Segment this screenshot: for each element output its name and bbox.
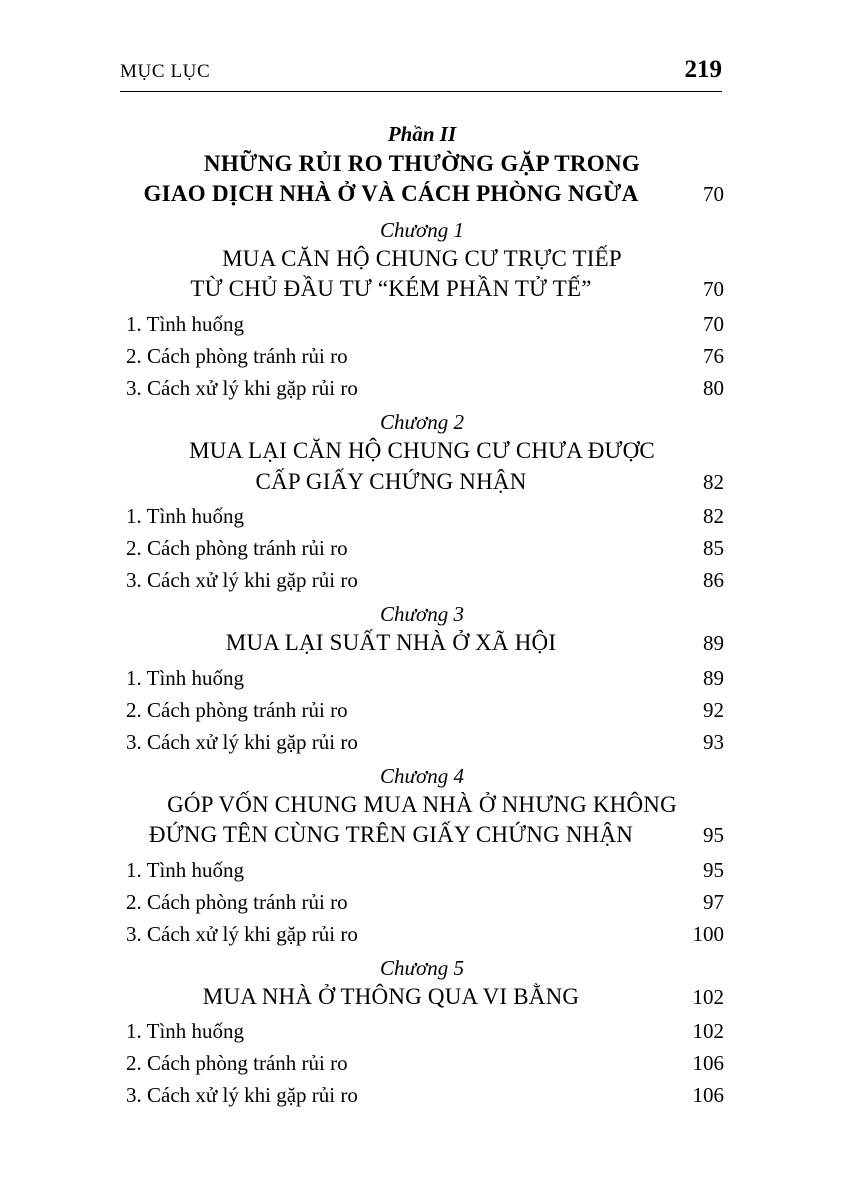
chapter-heading-4 [120, 764, 724, 851]
chapter-page-5: 102 [692, 984, 724, 1009]
toc-entry[interactable] [120, 536, 724, 561]
chapter-group-3 [120, 602, 724, 755]
chapter-group-2 [120, 410, 724, 593]
toc-entry-page: 95 [703, 857, 724, 882]
toc-entry-page: 89 [703, 665, 724, 690]
toc-entry[interactable] [120, 730, 724, 755]
toc-entry-page: 86 [703, 568, 724, 593]
toc-entry-page: 70 [703, 311, 724, 336]
chapter-title-1-line-1: MUA CĂN HỘ CHUNG CƯ TRỰC TIẾP [222, 245, 622, 271]
chapter-title-2-line-1: MUA LẠI CĂN HỘ CHUNG CƯ CHƯA ĐƯỢC [189, 437, 655, 463]
chapter-title-3-row [120, 628, 724, 659]
toc-entry-page: 85 [703, 536, 724, 561]
toc-entry[interactable] [120, 1083, 724, 1108]
toc-entry-label: 1. Tình huống [126, 311, 245, 336]
chapter-heading-3 [120, 602, 724, 659]
part-page: 70 [703, 181, 724, 206]
toc-entry-label: 1. Tình huống [126, 857, 245, 882]
toc-entry-page: 82 [703, 504, 724, 529]
part-label: Phần II [387, 122, 457, 146]
toc-entry-label: 3. Cách xử lý khi gặp rủi ro [126, 1083, 358, 1108]
part-title-line-1: NHỮNG RỦI RO THƯỜNG GẶP TRONG [203, 151, 641, 176]
chapter-page-1: 70 [703, 277, 724, 302]
toc-entry-page: 106 [692, 1051, 724, 1076]
toc-entry[interactable] [120, 698, 724, 723]
chapter-group-1 [120, 218, 724, 401]
toc-entry-label: 2. Cách phòng tránh rủi ro [126, 697, 348, 722]
toc-entry[interactable] [120, 890, 724, 915]
toc-entry[interactable] [120, 858, 724, 883]
chapter-page-2: 82 [703, 469, 724, 494]
toc-entry-page: 100 [692, 921, 724, 946]
toc-entry[interactable] [120, 312, 724, 337]
toc-entry[interactable] [120, 1019, 724, 1044]
toc-entry-page: 102 [692, 1019, 724, 1044]
running-head [120, 56, 722, 92]
chapter-title-3-line-1: MUA LẠI SUẤT NHÀ Ở XÃ HỘI [225, 630, 557, 656]
toc-entry-label: 2. Cách phòng tránh rủi ro [126, 889, 348, 914]
toc-entry-page: 92 [703, 697, 724, 722]
chapter-label-5: Chương 5 [380, 955, 464, 980]
toc-entry-label: 3. Cách xử lý khi gặp rủi ro [126, 568, 358, 593]
toc-entry-page: 106 [692, 1083, 724, 1108]
toc-entry-label: 1. Tình huống [126, 1019, 245, 1044]
toc-entry-label: 3. Cách xử lý khi gặp rủi ro [126, 921, 358, 946]
toc-entry[interactable] [120, 922, 724, 947]
toc-entry-page: 93 [703, 729, 724, 754]
chapter-title-5-line-1: MUA NHÀ Ở THÔNG QUA VI BẰNG [202, 983, 580, 1009]
toc-entry-label: 2. Cách phòng tránh rủi ro [126, 1051, 348, 1076]
toc-entry-label: 3. Cách xử lý khi gặp rủi ro [126, 729, 358, 754]
chapter-title-4-row [120, 820, 724, 851]
chapter-page-4: 95 [703, 823, 724, 848]
chapter-heading-1 [120, 218, 724, 305]
chapter-title-2-row [120, 467, 724, 498]
chapter-group-5 [120, 956, 724, 1109]
toc-entry-label: 1. Tình huống [126, 504, 245, 529]
toc-entry[interactable] [120, 376, 724, 401]
toc-entry[interactable] [120, 568, 724, 593]
chapter-title-1-line-2: TỪ CHỦ ĐẦU TƯ “KÉM PHẦN TỬ TẾ” [190, 276, 592, 302]
toc-entry-label: 3. Cách xử lý khi gặp rủi ro [126, 375, 358, 400]
toc-entry[interactable] [120, 504, 724, 529]
chapter-heading-5 [120, 956, 724, 1013]
toc-part-entry [120, 122, 724, 209]
toc-content [120, 122, 724, 1108]
toc-entry-page: 76 [703, 343, 724, 368]
chapter-heading-2 [120, 410, 724, 497]
toc-entry-label: 2. Cách phòng tránh rủi ro [126, 536, 348, 561]
toc-entry[interactable] [120, 666, 724, 691]
chapter-group-4 [120, 764, 724, 947]
chapter-label-2: Chương 2 [380, 409, 464, 434]
part-title-row [120, 179, 724, 209]
chapter-title-1-row [120, 274, 724, 305]
running-title: MỤC LỤC [120, 61, 211, 82]
chapter-title-2-line-2: CẤP GIẤY CHỨNG NHẬN [255, 468, 527, 494]
chapter-page-3: 89 [703, 631, 724, 656]
toc-entry-page: 80 [703, 375, 724, 400]
chapter-label-4: Chương 4 [380, 763, 464, 788]
page-number: 219 [684, 56, 722, 83]
toc-entry-page: 97 [703, 889, 724, 914]
chapter-label-1: Chương 1 [380, 217, 464, 242]
toc-entry[interactable] [120, 1051, 724, 1076]
part-title-line-2: GIAO DỊCH NHÀ Ở VÀ CÁCH PHÒNG NGỪA [143, 180, 639, 206]
toc-entry-label: 2. Cách phòng tránh rủi ro [126, 343, 348, 368]
chapter-label-3: Chương 3 [380, 602, 464, 627]
toc-entry[interactable] [120, 344, 724, 369]
chapter-title-4-line-1: GÓP VỐN CHUNG MUA NHÀ Ở NHƯNG KHÔNG [167, 791, 677, 817]
chapter-title-4-line-2: ĐỨNG TÊN CÙNG TRÊN GIẤY CHỨNG NHẬN [148, 822, 634, 848]
toc-entry-label: 1. Tình huống [126, 665, 245, 690]
chapter-title-5-row [120, 982, 724, 1013]
